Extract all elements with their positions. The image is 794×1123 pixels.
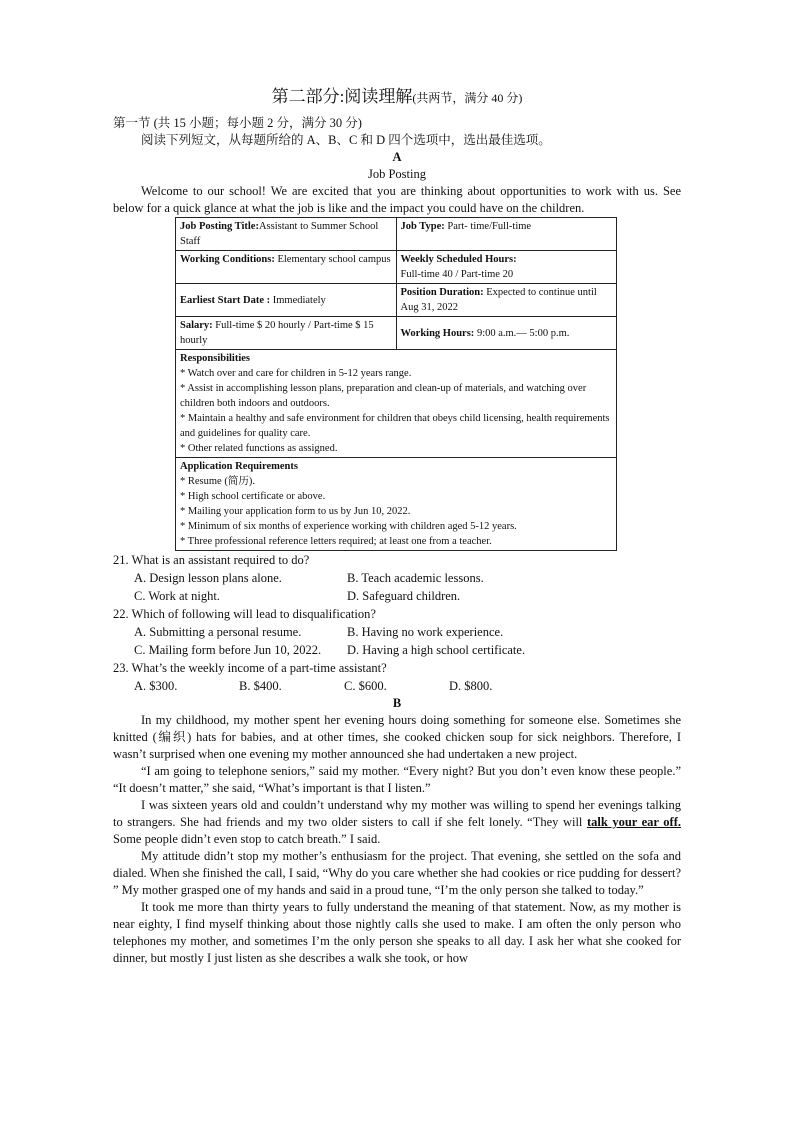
option-c: C. Mailing form before Jun 10, 2022. (134, 643, 322, 657)
option-d: D. Safeguard children. (347, 589, 461, 603)
option-b: B. $400. (239, 679, 282, 693)
passage-b-paragraph: It took me more than thirty years to fully understand the meaning of that statement. Now, as my mother is near eighty, I find myself thinking about those nightly calls she used to make. I am often the only person who telephones my mother, and sometimes I’m the only person she speaks to all day. I ask her what she cooked for dinner, but mostly I just listen as she describes a walk she took, or how (113, 900, 681, 965)
title-note: (共两节，满分 40 分) (412, 91, 523, 105)
cell-position-duration: Position Duration: Expected to continue until Aug 31, 2022 (396, 284, 617, 317)
exam-page (113, 86, 681, 967)
passage-a-letter: A (392, 150, 402, 164)
option-c: C. $600. (344, 679, 387, 693)
question-23 (113, 659, 681, 695)
requirement-item: * Minimum of six months of experience working with children aged 5-12 years. (180, 521, 517, 532)
option-c: C. Work at night. (134, 589, 220, 603)
page-title (113, 86, 681, 109)
section-heading: 第一节 (共 15 小题；每小题 2 分，满分 30 分) (113, 116, 362, 130)
requirement-item: * Mailing your application form to us by Jun 10, 2022. (180, 506, 411, 517)
passage-b-paragraph: I was sixteen years old and couldn’t understand why my mother was willing to spend her evenings talking to strangers. She had friends and my two older sisters to call if she felt lonely. “They will talk your ear off. Some people didn’t even stop to catch breath.” I said. (113, 798, 682, 846)
cell-start-date: Earliest Start Date : Immediately (176, 284, 397, 317)
question-stem: 21. What is an assistant required to do? (113, 553, 310, 567)
passage-b-paragraph: “I am going to telephone seniors,” said my mother. “Every night? But you don’t even know these people.” “It doesn’t matter,” she said, “What’s important is that I listen.” (113, 764, 681, 795)
requirement-item: * High school certificate or above. (180, 491, 326, 502)
passage-b-letter: B (392, 696, 402, 710)
passage-b-paragraph: My attitude didn’t stop my mother’s enthusiasm for the project. That evening, she settled on the sofa and dialed. When she finished the call, I said, “Why do you care whether she had cookies or rice pudding for dessert? ” My mother grasped one of my hands and said in a proud tune, “I’m the only person she talked to today.” (113, 849, 681, 897)
underlined-phrase: talk your ear off. (586, 815, 682, 829)
responsibility-item: * Other related functions as assigned. (180, 443, 338, 454)
passage-a-heading: Job Posting (367, 167, 426, 181)
requirement-item: * Three professional reference letters required; at least one from a teacher. (180, 536, 492, 547)
option-a: A. Submitting a personal resume. (134, 625, 302, 639)
option-b: B. Teach academic lessons. (347, 571, 484, 585)
question-22 (113, 605, 681, 659)
option-b: B. Having no work experience. (347, 625, 504, 639)
option-d: D. $800. (449, 679, 493, 693)
question-21 (113, 551, 681, 605)
cell-job-title: Job Posting Title:Assistant to Summer School Staff (176, 218, 397, 251)
responsibility-item: * Maintain a healthy and safe environment for children that obeys child licensing, health requirements and guidelines for quality care. (180, 413, 610, 439)
cell-working-hours: Working Hours: 9:00 a.m.— 5:00 p.m. (396, 317, 617, 350)
cell-responsibilities: Responsibilities * Watch over and care for children in 5-12 years range. * Assist in accomplishing lesson plans, preparation and clean-up of materials, and watching over children both indoors and outdoors. * Maintain a healthy and safe environment for children that obeys child licensing, health requirements and guidelines for quality care. * Other related functions as assigned. (176, 350, 617, 458)
cell-working-conditions: Working Conditions: Elementary school campus (176, 251, 397, 284)
job-posting-table (175, 217, 617, 551)
responsibility-item: * Assist in accomplishing lesson plans, preparation and clean-up of materials, and watching over children both indoors and outdoors. (180, 383, 587, 409)
question-stem: 22. Which of following will lead to disqualification? (113, 607, 376, 621)
option-a: A. Design lesson plans alone. (134, 571, 282, 585)
responsibility-item: * Watch over and care for children in 5-12 years range. (180, 368, 412, 379)
option-a: A. $300. (134, 679, 178, 693)
cell-application-requirements: Application Requirements * Resume (简历). * High school certificate or above. * Mailing your application form to us by Jun 10, 2022. * Minimum of six months of experience working with children aged 5-12 years. * Three professional reference letters required; at least one from a teacher. (176, 458, 617, 551)
passage-b-paragraph: In my childhood, my mother spent her evening hours doing something for someone else. Sometimes she knitted (编织) hats for babies, and at other times, she cooked chicken soup for sick neighbors. Therefore, I wasn’t surprised when one evening my mother announced she had undertaken a new project. (113, 713, 681, 761)
option-d: D. Having a high school certificate. (347, 643, 526, 657)
cell-weekly-hours: Weekly Scheduled Hours: Full-time 40 / Part-time 20 (396, 251, 617, 284)
instruction: 阅读下列短文，从每题所给的 A、B、C 和 D 四个选项中，选出最佳选项。 (141, 133, 551, 147)
requirement-item: * Resume (简历). (180, 476, 255, 487)
cell-salary: Salary: Full-time $ 20 hourly / Part-time $ 15 hourly (176, 317, 397, 350)
cell-job-type: Job Type: Part- time/Full-time (396, 218, 617, 251)
passage-a-intro: Welcome to our school! We are excited that you are thinking about opportunities to work with us. See below for a quick glance at what the job is like and the impact you could have on the children. (113, 184, 681, 215)
question-stem: 23. What’s the weekly income of a part-time assistant? (113, 661, 387, 675)
title-main: 第二部分:阅读理解 (271, 87, 413, 106)
